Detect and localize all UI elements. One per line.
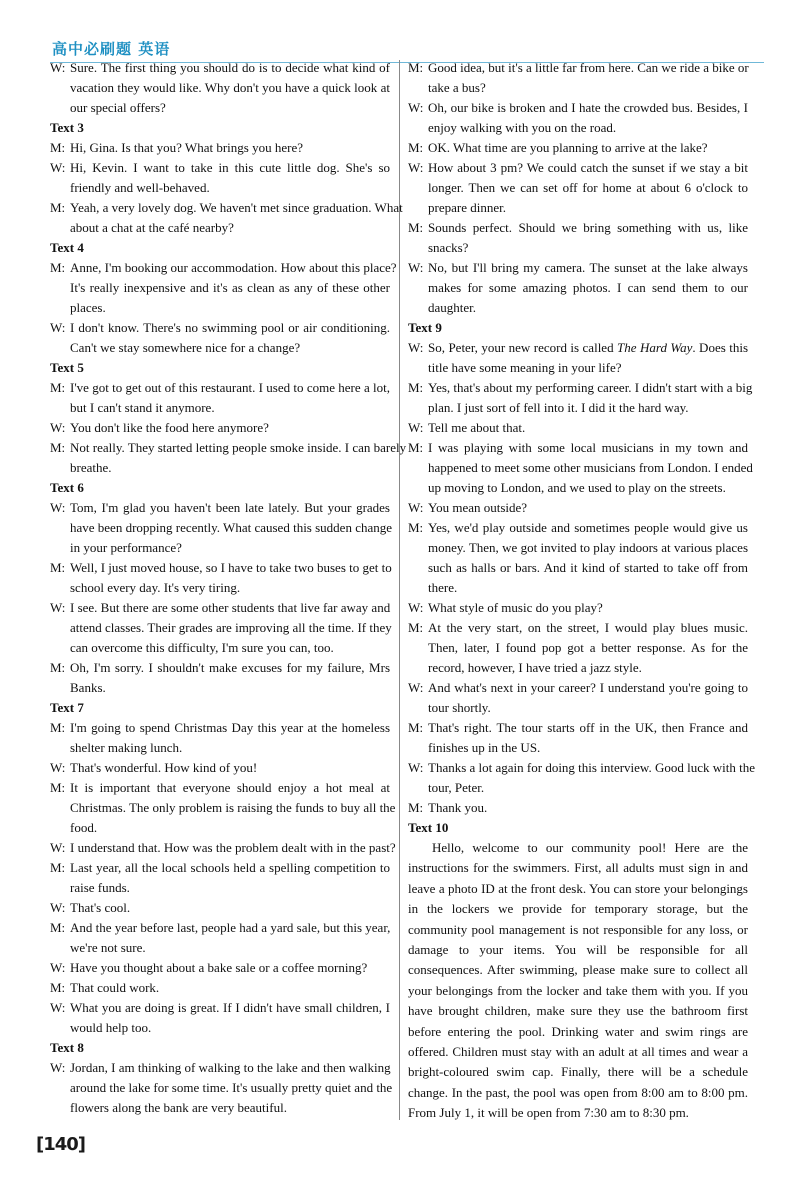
dialogue-line xyxy=(50,858,390,878)
dialogue-text: OK. What time are you planning to arrive at the lake? xyxy=(428,140,708,155)
speaker-label: M: xyxy=(50,860,66,875)
dialogue-continuation xyxy=(50,818,390,838)
dialogue-line xyxy=(50,258,397,278)
dialogue-line xyxy=(50,318,390,338)
speaker-label: M: xyxy=(50,660,66,675)
section-heading: Text 7 xyxy=(50,700,84,715)
dialogue-text: enjoy walking with you on the road. xyxy=(428,120,617,135)
speaker-label: M: xyxy=(408,720,424,735)
dialogue-text: snacks? xyxy=(428,240,469,255)
dialogue-text: It's really inexpensive and it's as clean as any of these other xyxy=(70,280,390,295)
dialogue-text: What you are doing is great. If I didn't have small children, I xyxy=(70,1000,390,1015)
speaker-label: W: xyxy=(408,340,424,355)
dialogue-line xyxy=(50,898,390,918)
dialogue-continuation xyxy=(408,458,753,478)
section-heading: Text 5 xyxy=(50,360,84,375)
page-number: [140] xyxy=(36,1134,86,1155)
dialogue-continuation xyxy=(50,938,390,958)
dialogue-continuation xyxy=(50,518,390,538)
dialogue-text: flowers along the bank are very beautiful. xyxy=(70,1100,287,1115)
dialogue-text: I was playing with some local musicians in my town and xyxy=(428,440,748,455)
dialogue-line xyxy=(50,838,396,858)
dialogue-line xyxy=(408,158,748,178)
section-heading: Text 3 xyxy=(50,120,84,135)
dialogue-line xyxy=(50,778,390,798)
speaker-label: W: xyxy=(408,600,424,615)
dialogue-text: Yes, that's about my performing career. I didn't start with a big xyxy=(428,380,753,395)
dialogue-line xyxy=(408,618,748,638)
dialogue-text: So, Peter, your new record is called The Hard Way. Does this xyxy=(428,340,749,355)
dialogue-line xyxy=(408,338,748,358)
section-heading: Text 9 xyxy=(408,320,442,335)
dialogue-line xyxy=(408,258,748,278)
dialogue-line xyxy=(408,498,748,518)
dialogue-text: money. Then, we got invited to play indoors at various places xyxy=(428,540,748,555)
speaker-label: W: xyxy=(408,500,424,515)
dialogue-text: up moving to London, and we used to play on the streets. xyxy=(428,480,726,495)
dialogue-continuation xyxy=(50,878,390,898)
dialogue-text: That's right. The tour starts off in the UK, then France and xyxy=(428,720,748,735)
dialogue-text: I see. But there are some other students that live far away and xyxy=(70,600,391,615)
dialogue-line xyxy=(50,718,390,738)
dialogue-line xyxy=(50,958,390,978)
dialogue-text: Good idea, but it's a little far from here. Can we ride a bike or xyxy=(428,60,749,75)
dialogue-text: school every day. It's very tiring. xyxy=(70,580,241,595)
dialogue-text: in your performance? xyxy=(70,540,182,555)
dialogue-line xyxy=(408,58,748,78)
dialogue-text: Banks. xyxy=(70,680,106,695)
dialogue-text: raise funds. xyxy=(70,880,130,895)
dialogue-continuation xyxy=(50,678,390,698)
dialogue-line xyxy=(50,498,390,518)
dialogue-continuation xyxy=(50,458,390,478)
dialogue-continuation xyxy=(408,738,748,758)
dialogue-continuation xyxy=(50,178,390,198)
section-heading: Text 6 xyxy=(50,480,84,495)
dialogue-continuation xyxy=(408,118,748,138)
dialogue-text: Anne, I'm booking our accommodation. How about this place? xyxy=(70,260,397,275)
dialogue-text: food. xyxy=(70,820,98,835)
dialogue-line xyxy=(50,598,390,618)
dialogue-text: friendly and well-behaved. xyxy=(70,180,210,195)
speaker-label: M: xyxy=(50,260,66,275)
dialogue-line xyxy=(50,918,390,938)
dialogue-continuation xyxy=(50,578,390,598)
dialogue-line xyxy=(50,558,390,578)
dialogue-text: At the very start, on the street, I would play blues music. xyxy=(428,620,748,635)
dialogue-text: title have some meaning in your life? xyxy=(428,360,622,375)
dialogue-text: Hi, Kevin. I want to take in this cute little dog. She's so xyxy=(70,160,390,175)
dialogue-text: I'm going to spend Christmas Day this year at the homeless xyxy=(70,720,390,735)
dialogue-text: Tell me about that. xyxy=(428,420,526,435)
speaker-label: M: xyxy=(50,920,66,935)
column-divider xyxy=(399,60,400,1120)
dialogue-text: Have you thought about a bake sale or a coffee morning? xyxy=(70,960,368,975)
speaker-label: M: xyxy=(50,560,66,575)
dialogue-text: Oh, our bike is broken and I hate the crowded bus. Besides, I xyxy=(428,100,748,115)
dialogue-line xyxy=(50,438,407,458)
dialogue-continuation xyxy=(50,1098,390,1118)
speaker-label: M: xyxy=(408,220,424,235)
speaker-label: M: xyxy=(408,380,424,395)
dialogue-line xyxy=(408,98,748,118)
dialogue-continuation xyxy=(50,338,390,358)
dialogue-text: I don't know. There's no swimming pool or air conditioning. xyxy=(70,320,390,335)
dialogue-continuation xyxy=(50,98,390,118)
dialogue-line xyxy=(50,758,390,778)
dialogue-text: That could work. xyxy=(70,980,160,995)
dialogue-line xyxy=(408,598,748,618)
dialogue-text: Yeah, a very lovely dog. We haven't met since graduation. What xyxy=(70,200,403,215)
book-title: 高中必刷题 英语 xyxy=(52,40,171,58)
speaker-label: M: xyxy=(50,720,66,735)
dialogue-text: What style of music do you play? xyxy=(428,600,603,615)
speaker-label: M: xyxy=(408,440,424,455)
dialogue-line xyxy=(408,138,748,158)
dialogue-text: such as halls or bars. And it kind of started to take off from xyxy=(428,560,748,575)
speaker-label: M: xyxy=(50,440,66,455)
dialogue-text: shelter making lunch. xyxy=(70,740,183,755)
dialogue-text: Then, later, I found pop got a better response. As for the xyxy=(428,640,748,655)
dialogue-line xyxy=(408,418,748,438)
dialogue-continuation xyxy=(50,638,390,658)
dialogue-text: Hi, Gina. Is that you? What brings you here? xyxy=(70,140,303,155)
dialogue-text: finishes up in the US. xyxy=(428,740,541,755)
dialogue-line xyxy=(50,998,390,1018)
dialogue-continuation xyxy=(408,278,748,298)
dialogue-continuation xyxy=(408,658,748,678)
dialogue-text: And the year before last, people had a yard sale, but this year, xyxy=(70,920,391,935)
dialogue-continuation xyxy=(50,618,390,638)
dialogue-continuation xyxy=(408,538,748,558)
dialogue-continuation xyxy=(50,538,390,558)
speaker-label: M: xyxy=(408,620,424,635)
dialogue-continuation xyxy=(408,578,748,598)
dialogue-text: about a chat at the café nearby? xyxy=(70,220,234,235)
dialogue-text: attend classes. Their grades are improving all the time. If they xyxy=(70,620,392,635)
speaker-label: W: xyxy=(50,60,66,75)
dialogue-continuation xyxy=(408,178,748,198)
dialogue-line xyxy=(408,718,748,738)
dialogue-text: prepare dinner. xyxy=(428,200,506,215)
dialogue-text: can overcome this difficulty, I'm sure you can, too. xyxy=(70,640,334,655)
dialogue-text: Sounds perfect. Should we bring something with us, like xyxy=(428,220,748,235)
dialogue-text: Not really. They started letting people smoke inside. I can barely xyxy=(70,440,407,455)
dialogue-continuation xyxy=(408,778,748,798)
dialogue-text: No, but I'll bring my camera. The sunset at the lake always xyxy=(428,260,748,275)
speaker-label: W: xyxy=(408,420,424,435)
dialogue-text: Oh, I'm sorry. I shouldn't make excuses for my failure, Mrs xyxy=(70,660,390,675)
speaker-label: W: xyxy=(50,960,66,975)
speaker-label: W: xyxy=(50,840,66,855)
dialogue-text: Yes, we'd play outside and sometimes people would give us xyxy=(428,520,748,535)
speaker-label: W: xyxy=(50,320,66,335)
dialogue-continuation xyxy=(50,738,390,758)
dialogue-line xyxy=(408,218,748,238)
dialogue-text: happened to meet some other musicians from London. I ended xyxy=(428,460,753,475)
speaker-label: W: xyxy=(408,260,424,275)
speaker-label: W: xyxy=(408,100,424,115)
speaker-label: M: xyxy=(50,200,66,215)
dialogue-continuation xyxy=(50,298,390,318)
dialogue-line xyxy=(50,378,390,398)
dialogue-text: Thanks a lot again for doing this interview. Good luck with the xyxy=(428,760,755,775)
dialogue-continuation xyxy=(50,398,390,418)
speaker-label: M: xyxy=(408,520,424,535)
dialogue-text: Can't we stay somewhere nice for a change? xyxy=(70,340,301,355)
left-column xyxy=(50,58,407,1118)
dialogue-text: It is important that everyone should enjoy a hot meal at xyxy=(70,780,390,795)
speaker-label: M: xyxy=(408,140,424,155)
dialogue-text: take a bus? xyxy=(428,80,486,95)
dialogue-line xyxy=(50,158,390,178)
speaker-label: W: xyxy=(50,500,66,515)
speaker-label: W: xyxy=(50,160,66,175)
dialogue-text: Christmas. The only problem is raising the funds to buy all the xyxy=(70,800,396,815)
dialogue-line xyxy=(50,658,390,678)
dialogue-continuation xyxy=(50,278,390,298)
speaker-label: W: xyxy=(408,680,424,695)
dialogue-text: would help too. xyxy=(70,1020,152,1035)
dialogue-continuation xyxy=(50,798,396,818)
dialogue-line xyxy=(408,518,748,538)
dialogue-text: And what's next in your career? I understand you're going to xyxy=(428,680,748,695)
dialogue-text: Well, I just moved house, so I have to take two buses to get to xyxy=(70,560,392,575)
dialogue-text: but I can't stand it anymore. xyxy=(70,400,215,415)
dialogue-continuation xyxy=(408,638,748,658)
dialogue-text: You mean outside? xyxy=(428,500,528,515)
dialogue-text: Last year, all the local schools held a spelling competition to xyxy=(70,860,390,875)
dialogue-continuation xyxy=(408,298,748,318)
dialogue-continuation xyxy=(50,1078,393,1098)
speaker-label: W: xyxy=(50,600,66,615)
dialogue-text: tour shortly. xyxy=(428,700,491,715)
speaker-label: M: xyxy=(50,380,66,395)
dialogue-text: Tom, I'm glad you haven't been late lately. But your grades xyxy=(70,500,390,515)
section-heading: Text 8 xyxy=(50,1040,84,1055)
speaker-label: M: xyxy=(50,140,66,155)
dialogue-text: Thank you. xyxy=(428,800,488,815)
speaker-label: W: xyxy=(50,760,66,775)
dialogue-continuation xyxy=(408,478,748,498)
dialogue-text: there. xyxy=(428,580,458,595)
dialogue-text: we're not sure. xyxy=(70,940,146,955)
dialogue-text: That's wonderful. How kind of you! xyxy=(70,760,258,775)
dialogue-continuation xyxy=(408,78,748,98)
dialogue-continuation xyxy=(50,218,390,238)
dialogue-continuation xyxy=(408,558,748,578)
speaker-label: M: xyxy=(50,980,66,995)
speaker-label: M: xyxy=(408,800,424,815)
dialogue-continuation xyxy=(50,1018,390,1038)
dialogue-text: That's cool. xyxy=(70,900,131,915)
speaker-label: W: xyxy=(408,160,424,175)
dialogue-text: tour, Peter. xyxy=(428,780,485,795)
dialogue-text: our special offers? xyxy=(70,100,166,115)
dialogue-line xyxy=(408,438,748,458)
dialogue-line xyxy=(50,418,390,438)
dialogue-text: makes for some amazing photos. I can send them to our xyxy=(428,280,748,295)
dialogue-continuation xyxy=(408,398,748,418)
right-column xyxy=(408,58,755,1124)
dialogue-text: breathe. xyxy=(70,460,112,475)
dialogue-text: vacation they would like. Why don't you have a quick look at xyxy=(70,80,390,95)
speaker-label: W: xyxy=(50,900,66,915)
dialogue-text: have been dropping recently. What caused this sudden change xyxy=(70,520,392,535)
speaker-label: W: xyxy=(50,1060,66,1075)
speaker-label: M: xyxy=(50,780,66,795)
section-heading: Text 10 xyxy=(408,820,449,835)
dialogue-text: Sure. The first thing you should do is to decide what kind of xyxy=(70,60,390,75)
dialogue-text: around the lake for some time. It's usually pretty quiet and the xyxy=(70,1080,393,1095)
announcement-paragraph: Hello, welcome to our community pool! Here are the instructions for the swimmers. First, all adults must sign in and leave a photo ID at the front desk. You can store your belongings in the lockers we provide for temporary storage, but the community pool management is not responsible for any loss, or damage to your items. You will be responsible for all consequences. After swimming, please make sure to collect all your belongings from the locker and take them with you. If you have brought children, make sure they use the bathroom first before entering the pool. Drinking water and swim rings are offered. Children must stay with an adult at all times and wear a bright-coloured swim cap. Finally, there will be a schedule change. In the past, the pool was open from 8:00 am to 8:00 pm. From July 1, it will be open from 7:30 am to 8:30 pm. xyxy=(408,840,748,1121)
dialogue-text: I've got to get out of this restaurant. I used to come here a lot, xyxy=(70,380,390,395)
dialogue-text: plan. I just sort of fell into it. I did it the hard way. xyxy=(428,400,689,415)
dialogue-text: longer. Then we can set off for home at about 6 o'clock to xyxy=(428,180,748,195)
dialogue-continuation xyxy=(408,198,748,218)
dialogue-line xyxy=(408,678,748,698)
section-heading: Text 4 xyxy=(50,240,84,255)
dialogue-line xyxy=(50,978,390,998)
dialogue-text: record, however, I have tried a jazz style. xyxy=(428,660,642,675)
dialogue-continuation xyxy=(408,358,748,378)
dialogue-line xyxy=(50,138,390,158)
speaker-label: W: xyxy=(50,1000,66,1015)
speaker-label: W: xyxy=(50,420,66,435)
speaker-label: W: xyxy=(408,760,424,775)
dialogue-text: daughter. xyxy=(428,300,477,315)
dialogue-continuation xyxy=(408,238,748,258)
dialogue-line xyxy=(408,798,748,818)
dialogue-text: You don't like the food here anymore? xyxy=(70,420,269,435)
dialogue-line xyxy=(50,1058,390,1078)
dialogue-continuation xyxy=(408,698,748,718)
dialogue-line xyxy=(408,378,753,398)
dialogue-line xyxy=(408,758,755,778)
dialogue-text: How about 3 pm? We could catch the sunset if we stay a bit xyxy=(428,160,748,175)
dialogue-line xyxy=(50,198,403,218)
dialogue-text: I understand that. How was the problem dealt with in the past? xyxy=(70,840,396,855)
speaker-label: M: xyxy=(408,60,424,75)
dialogue-line xyxy=(50,58,390,78)
dialogue-text: places. xyxy=(70,300,106,315)
dialogue-text: Jordan, I am thinking of walking to the lake and then walking xyxy=(70,1060,391,1075)
dialogue-continuation xyxy=(50,78,390,98)
